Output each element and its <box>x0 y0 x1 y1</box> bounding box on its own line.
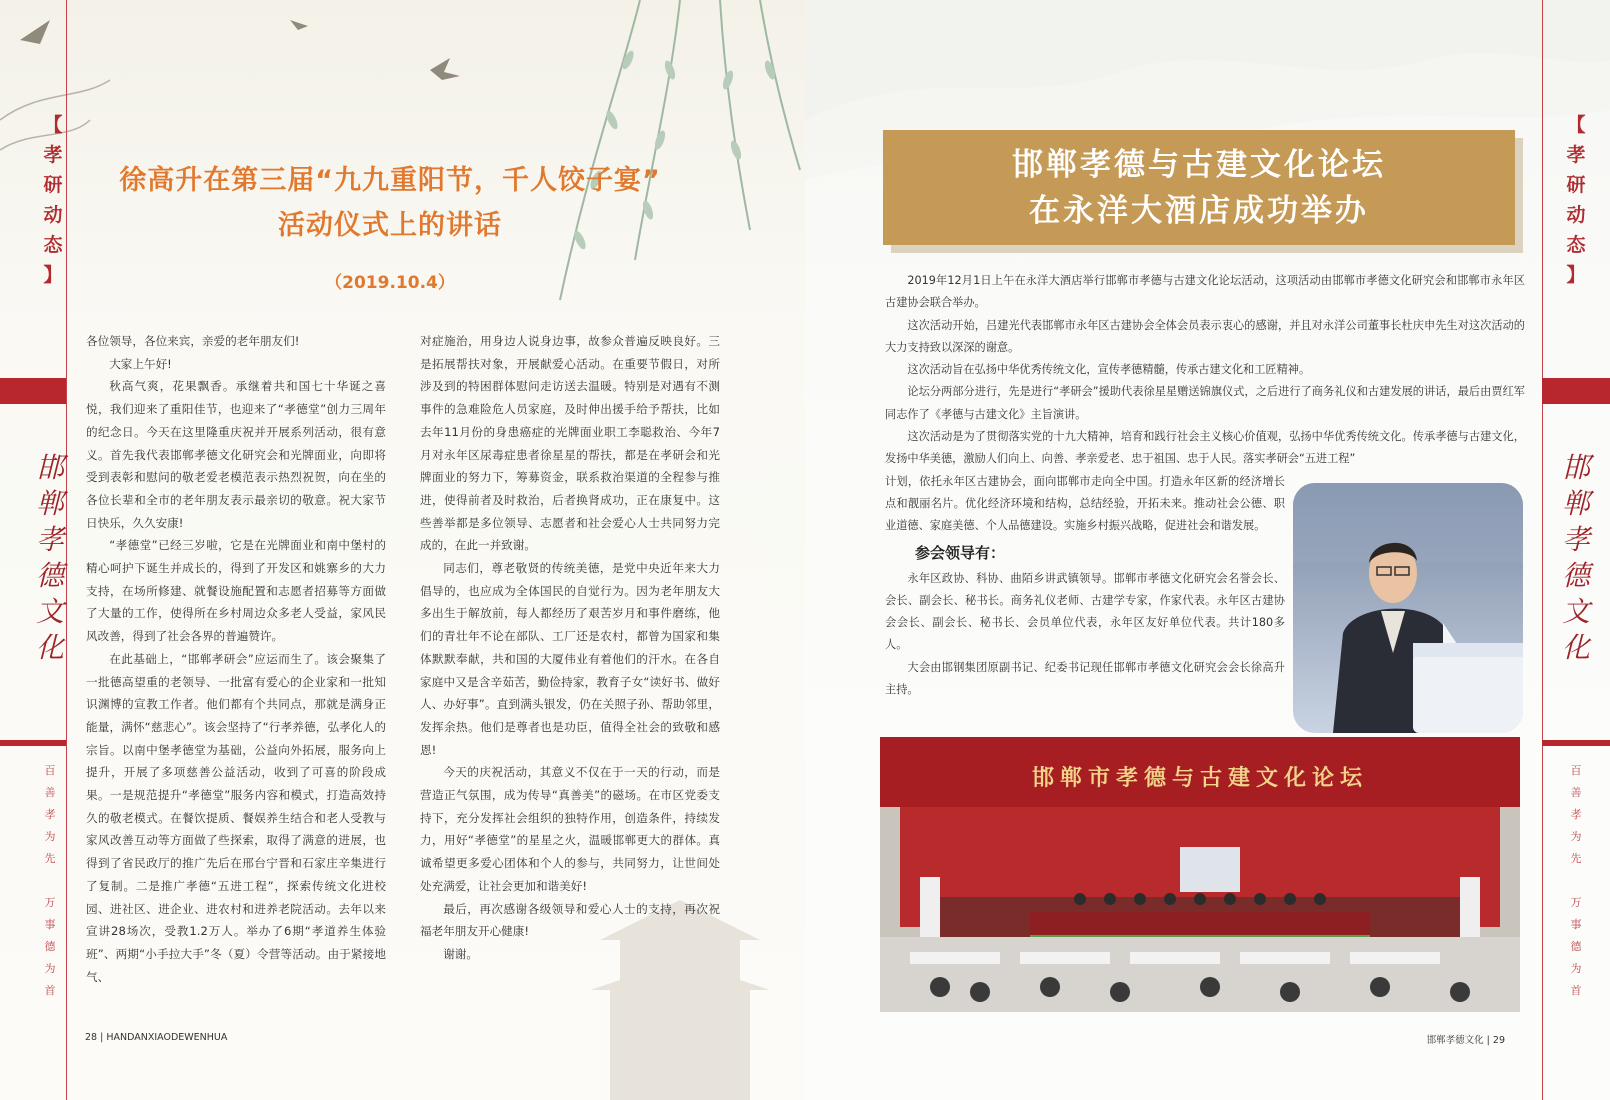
paragraph: 2019年12月1日上午在永洋大酒店举行邯郸市孝德与古建文化论坛活动，这项活动由邯郸市孝德文化研究会和邯郸市永年区古建协会联合举办。 <box>885 274 1525 310</box>
banner-caption: 邯郸市孝德与古建文化论坛 <box>1031 765 1369 791</box>
magazine-brand-vertical: 邯 郸 孝 德 文 化 <box>1561 451 1590 664</box>
right-article-title-banner <box>883 130 1515 245</box>
paragraph: 各位领导，各位来宾，亲爱的老年朋友们! <box>86 334 300 348</box>
right-margin-line <box>1542 0 1543 1100</box>
attendees-subheading: 参会领导有： <box>915 543 1006 562</box>
page-number-right: 邯郸孝德文化 | 29 <box>1426 1035 1505 1046</box>
paragraph: 大家上午好! <box>109 356 172 371</box>
motto-vertical-2: 万 事 德 为 首 <box>44 896 56 997</box>
birds-decoration <box>0 0 480 170</box>
speaker-photo <box>1293 483 1523 733</box>
paragraph: 同志们，尊老敬贤的传统美德，是党中央近年来大力倡导的，也应成为全体国民的自觉行为。因为老年朋友大多出生于解放前，每人都经历了艰苦岁月和事件磨练，他们的青壮年不论在部队、工厂还是农村，都曾为国家和集体默默奉献，共和国的大厦伟业有着他们的汗水。在各自家庭中又是含辛茹苦，勤俭持家，教育子女“读好书、做好人、办好事”。直到满头银发，仍在关照子孙、帮助邻里，发挥余热。他们是尊者也是功臣，值得全社会的致敬和感恩! <box>420 561 720 757</box>
right-red-band <box>1542 378 1610 404</box>
left-article-column-2 <box>420 330 720 966</box>
paragraph: 在此基础上，“邯郸孝研会”应运而生了。该会聚集了一批德高望重的老领导、一批富有爱心的企业家和一批知识渊博的宣教工作者。他们都有个共同点，那就是满身正能量，满怀“慈悲心”。该会坚持了“行孝养德，弘孝化人的宗旨。以南中堡孝德堂为基础，公益向外拓展，服务向上提升，开展了多项慈善公益活动，收到了可喜的阶段成果。一是规范提升“孝德堂”服务内容和模式，打造高效持久的敬老模式。在餐饮提质、餐娱养生结合和老人受教与家风改善互动等方面做了些探索，取得了满意的进展，也得到了省民政厅的推广先后在邢台宁晋和石家庄辛集进行了复制。二是推广孝德“五进工程”，探索传统文化进校园、进社区、进企业、进农村和进养老院活动。去年以来宣讲28场次，受教1.2万人。举办了6期“孝道养生体验班”、两期“小手拉大手”冬（夏）令营等活动。由于紧接地气、 <box>86 651 386 984</box>
left-article-date: （2019.10.4） <box>325 273 455 293</box>
motto-vertical-1: 百 善 孝 为 先 <box>44 764 56 865</box>
section-tag-vertical: 【 孝 研 动 态 】 <box>43 114 63 286</box>
paragraph: 永年区政协、科协、曲陌乡讲武镇领导。邯郸市孝德文化研究会名誉会长、会长、副会长、秘书长。商务礼仪老师、古建学专家，作家代表。永年区古建协会会长、副会长、秘书长、会员单位代表，永年区友好单位代表。共计180多人。 <box>885 571 1285 652</box>
forum-photo <box>880 737 1520 1012</box>
paragraph: 大会由邯钢集团原副书记、纪委书记现任邯郸市孝德文化研究会会长徐高升主持。 <box>885 660 1285 697</box>
paragraph: 这次活动旨在弘扬中华优秀传统文化，宣传孝德精髓，传承古建文化和工匠精神。 <box>907 363 1311 377</box>
paragraph: “孝德堂”已经三岁啦，它是在光牌面业和南中堡村的精心呵护下诞生并成长的，得到了开发区和姚寨乡的大力支持，在场所修建、就餐设施配置和志愿者招募等方面做了大量的工作，使得所在乡村周边众多老人受益，家风民风改善，得到了社会各界的普遍赞许。 <box>86 538 386 644</box>
left-red-band <box>0 378 66 404</box>
paragraph: 对症施治，用身边人说身边事，故参众普遍反映良好。三是拓展帮扶对象，开展献爱心活动。在重要节假日，对所涉及到的特困群体慰问走访送去温暖。特别是对遇有不测事件的急难险危人员家庭，及时伸出援手给予帮扶，比如去年11月份的身患癌症的光牌面业职工李聪救治、今年7月对永年区尿毒症患者徐星星的帮扶，都是在孝研会和光牌面业的努力下，筹募资金，联系救治渠道的全程参与推进，使得前者及时救治，后者换肾成功，正在康复中。这些善举都是多位领导、志愿者和社会爱心人士共同努力完成的，在此一并致谢。 <box>420 334 720 553</box>
paragraph: 今天的庆祝活动，其意义不仅在于一天的行动，而是营造正气氛围，成为传导“真善美”的磁场。在市区党委支持下，充分发挥社会组织的独特作用，创造条件，持续发力，用好“孝德堂”的星星之火，温暖邯郸更大的群体。真诚希望更多爱心团体和个人的参与，共同努力，让世间处处充满爱，让社会更加和谐美好! <box>420 765 720 893</box>
paragraph: 秋高气爽，花果飘香。承继着共和国七十华诞之喜悦，我们迎来了重阳佳节，也迎来了“孝德堂”创力三周年的纪念日。今天在这里隆重庆祝并开展系列活动，很有意义。首先我代表邯郸孝德文化研究会和光牌面业，向即将受到表彰和慰问的敬老爱老模范表示热烈祝贺，向在坐的各位长辈和全市的老年朋友表示最亲切的敬意。祝大家节日快乐，久久安康! <box>86 379 386 530</box>
paragraph: 谢谢。 <box>443 946 478 961</box>
section-tag-vertical: 【 孝 研 动 态 】 <box>1566 114 1586 286</box>
left-red-band-bottom <box>0 740 66 746</box>
right-article-title-line-2: 在永洋大酒店成功举办 <box>1029 193 1369 229</box>
right-red-band-bottom <box>1542 740 1610 746</box>
left-article-column-1 <box>86 330 386 988</box>
speaker-illustration <box>1293 483 1523 733</box>
paragraph: 最后，再次感谢各级领导和爱心人士的支持，再次祝福老年朋友开心健康! <box>420 901 720 939</box>
left-article-title: 徐高升在第三届“九九重阳节，千人饺子宴” 活动仪式上的讲话 <box>119 165 661 241</box>
right-article-title-line-1: 邯郸孝德与古建文化论坛 <box>1012 147 1386 183</box>
motto-vertical-1: 百 善 孝 为 先 <box>1570 764 1582 865</box>
page-number-left: 28 | HANDANXIAODEWENHUA <box>85 1032 228 1043</box>
paragraph: 计划，依托永年区古建协会，面向邯郸市走向全中国。打造永年区新的经济增长点和靓丽名片。优化经济环境和结构，总结经验，开拓未来。推动社会公德、职业道德、家庭美德、个人品德建设。实施乡村振兴战略，促进社会和谐发展。 <box>885 474 1285 533</box>
paragraph: 论坛分两部分进行，先是进行“孝研会”援助代表徐星星赠送锦旗仪式，之后进行了商务礼仪和古建发展的讲话，最后由贾红军同志作了《孝德与古建文化》主旨演讲。 <box>885 385 1525 421</box>
forum-hall-illustration <box>880 737 1520 1012</box>
motto-vertical-2: 万 事 德 为 首 <box>1570 896 1582 997</box>
magazine-brand-vertical: 邯 郸 孝 德 文 化 <box>35 451 64 664</box>
paragraph: 这次活动是为了贯彻落实党的十九大精神，培育和践行社会主义核心价值观，弘扬中华优秀传统文化。传承孝德与古建文化，发扬中华美德，激励人们向上、向善、孝亲爱老、忠于祖国、忠于人民。落实孝研会“五进工程” <box>885 430 1525 466</box>
paragraph: 这次活动开始，吕建光代表邯郸市永年区古建协会全体会员表示衷心的感谢，并且对永洋公司董事长杜庆申先生对这次活动的大力支持致以深深的谢意。 <box>885 318 1525 354</box>
